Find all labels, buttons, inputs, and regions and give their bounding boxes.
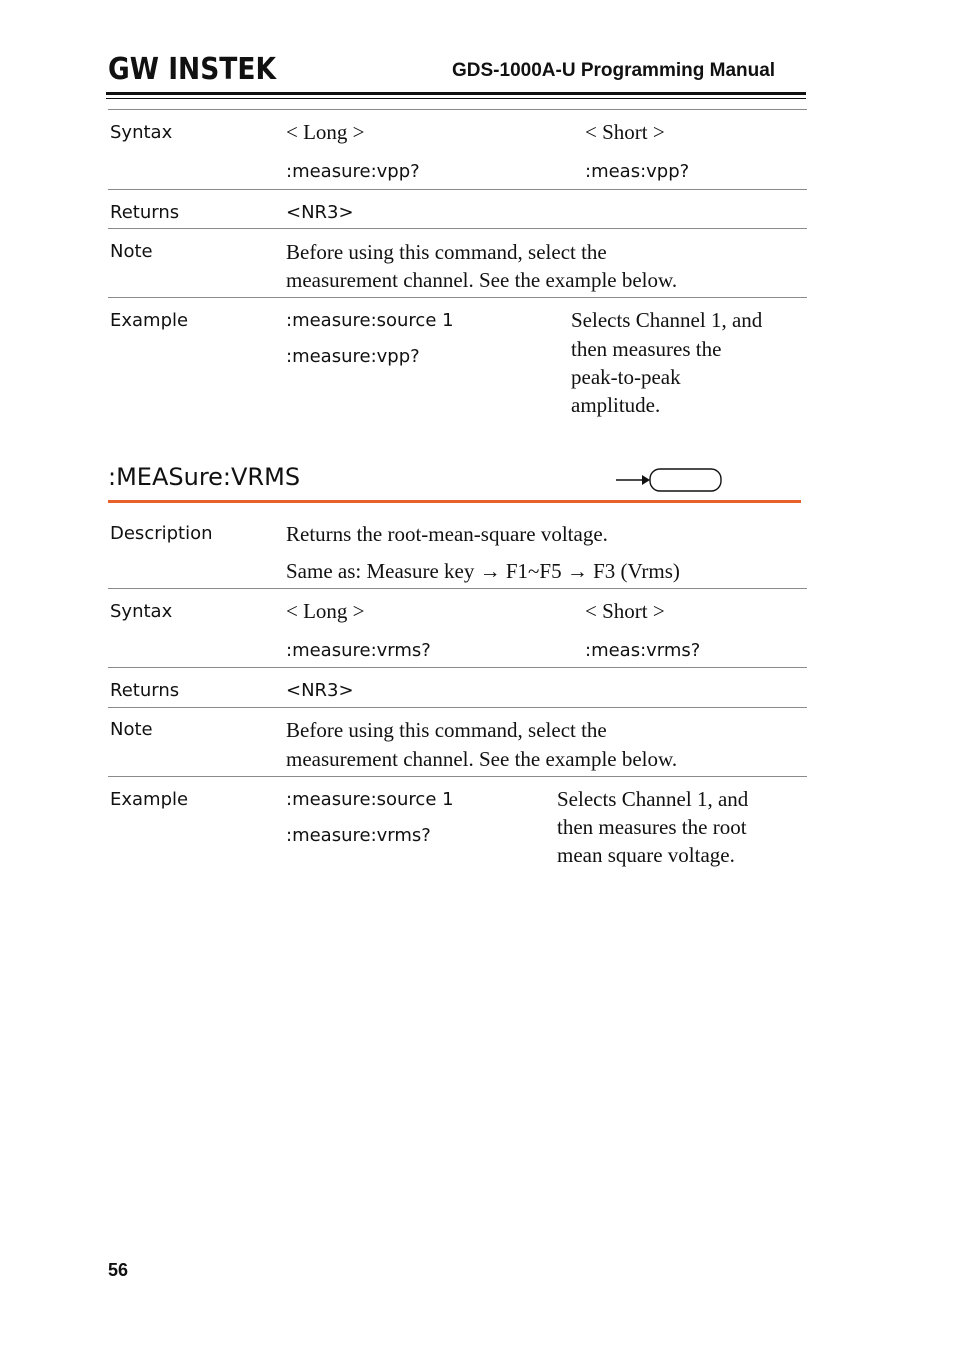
syntax-label: Syntax	[110, 601, 173, 622]
section-accent-rule	[108, 500, 801, 503]
description-line-2: Same as: Measure key → F1~F5 → F3 (Vrms)	[286, 559, 680, 583]
row-divider	[108, 667, 807, 668]
manual-title: GDS-1000A-U Programming Manual	[452, 60, 776, 81]
example-desc-line: Selects Channel 1, and	[571, 308, 763, 332]
returns-value: <NR3>	[286, 202, 354, 223]
description-line-1: Returns the root-mean-square voltage.	[286, 522, 608, 546]
row-divider	[108, 297, 807, 298]
example-desc-line: then measures the	[571, 337, 722, 361]
row-divider	[108, 588, 807, 589]
page-number: 56	[108, 1260, 129, 1280]
short-label: < Short >	[585, 599, 665, 623]
example-command-2: :measure:vpp?	[286, 346, 420, 367]
long-command: :measure:vpp?	[286, 161, 420, 182]
row-divider	[108, 707, 807, 708]
table-top-line	[108, 109, 807, 110]
returns-label: Returns	[110, 680, 180, 701]
logo-text: GW INSTEK	[108, 52, 278, 87]
example-desc-line: mean square voltage.	[557, 843, 735, 867]
row-divider	[108, 228, 807, 229]
example-desc-line: peak-to-peak	[571, 365, 681, 389]
example-desc-line: then measures the root	[557, 815, 747, 839]
example-desc-line: amplitude.	[571, 393, 661, 417]
section-title: :MEASure:VRMS	[108, 463, 301, 491]
note-label: Note	[110, 719, 153, 740]
example-command-1: :measure:source 1	[286, 789, 454, 810]
row-divider	[108, 189, 807, 190]
short-command: :meas:vrms?	[585, 640, 701, 661]
example-label: Example	[110, 310, 189, 331]
long-command: :measure:vrms?	[286, 640, 431, 661]
row-divider	[108, 776, 807, 777]
note-line-2: measurement channel. See the example below.	[286, 268, 678, 292]
gw-instek-logo	[108, 52, 278, 87]
description-label: Description	[110, 523, 213, 544]
returns-value: <NR3>	[286, 680, 354, 701]
query-arrow-icon	[614, 466, 724, 494]
short-label: < Short >	[585, 120, 665, 144]
note-line-1: Before using this command, select the	[286, 718, 607, 742]
syntax-label: Syntax	[110, 122, 173, 143]
long-label: < Long >	[286, 120, 365, 144]
header-rule-thin	[106, 98, 806, 99]
long-label: < Long >	[286, 599, 365, 623]
returns-label: Returns	[110, 202, 180, 223]
note-line-1: Before using this command, select the	[286, 240, 607, 264]
example-desc-line: Selects Channel 1, and	[557, 787, 749, 811]
example-label: Example	[110, 789, 189, 810]
note-label: Note	[110, 241, 153, 262]
short-command: :meas:vpp?	[585, 161, 690, 182]
example-command-2: :measure:vrms?	[286, 825, 431, 846]
note-line-2: measurement channel. See the example below.	[286, 747, 678, 771]
header-rule-thick	[106, 92, 806, 95]
example-command-1: :measure:source 1	[286, 310, 454, 331]
